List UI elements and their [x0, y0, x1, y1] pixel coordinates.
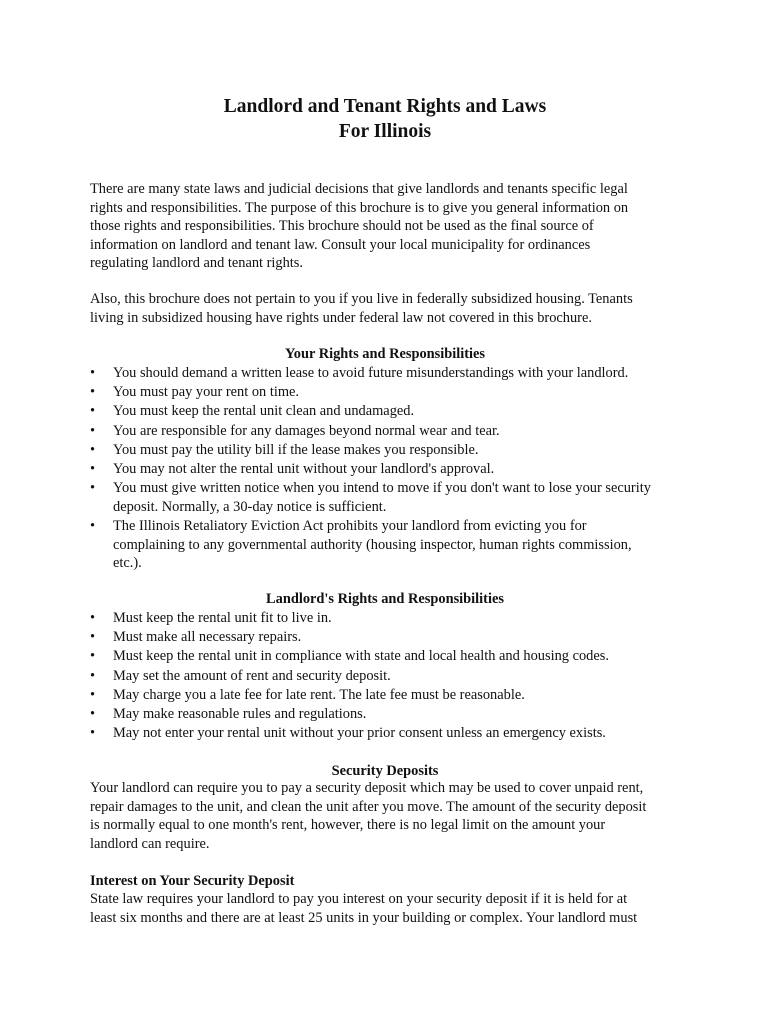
bullet-item [90, 441, 690, 460]
bullet-icon: • [90, 480, 96, 497]
intro-line: There are many state laws and judicial decisions that give landlords and tenants specific legal [90, 181, 628, 197]
bullet-text: etc.). [113, 555, 142, 572]
bullet-icon: • [90, 610, 96, 626]
bullet-text: May make reasonable rules and regulations. [113, 705, 367, 722]
bullet-icon: • [90, 725, 96, 742]
your-rights-heading: Your Rights and Responsibilities [284, 346, 486, 362]
also-line: Also, this brochure does not pertain to you if you live in federally subsidized housing. Tenants [90, 291, 633, 307]
bullet-text: You may not alter the rental unit without your landlord's approval. [113, 460, 495, 477]
bullet-icon: • [90, 629, 96, 646]
bullet-text: Must keep the rental unit in compliance with state and local health and housing codes. [113, 648, 609, 665]
bullet-icon: • [90, 441, 96, 458]
deposit-line: repair damages to the unit, and clean the unit after you move. The amount of the security deposit [90, 798, 647, 815]
intro-line: information on landlord and tenant law. Consult your local municipality for ordinances [90, 236, 591, 253]
bullet-text: May set the amount of rent and security deposit. [113, 667, 391, 684]
bullet-text: You must pay the utility bill if the lease makes you responsible. [113, 441, 479, 458]
title-line-1: Landlord and Tenant Rights and Laws [223, 96, 547, 117]
bullet-text: complaining to any governmental authority (housing inspector, human rights commission, [113, 536, 632, 553]
interest-line: State law requires your landlord to pay you interest on your security deposit if it is held for at [90, 891, 628, 907]
bullet-icon: • [90, 648, 96, 665]
bullet-text: The Illinois Retaliatory Eviction Act prohibits your landlord from evicting you for [113, 517, 587, 534]
intro-paragraph [90, 180, 690, 273]
bullet-text: You are responsible for any damages beyond normal wear and tear. [113, 422, 500, 439]
interest-line: least six months and there are at least 25 units in your building or complex. Your landlord must [90, 909, 638, 926]
intro-line: those rights and responsibilities. This brochure should not be used as the final source of [90, 218, 594, 235]
bullet-item [90, 705, 690, 724]
deposit-line: Your landlord can require you to pay a security deposit which may be used to cover unpaid rent, [90, 780, 644, 796]
bullet-item [90, 686, 690, 705]
bullet-icon: • [90, 705, 96, 722]
bullet-item [90, 628, 690, 647]
bullet-item [90, 422, 690, 441]
landlord-rights-list [90, 609, 690, 743]
bullet-icon: • [90, 517, 96, 534]
also-line: living in subsidized housing have rights under federal law not covered in this brochure. [90, 309, 592, 326]
bullet-item [90, 517, 690, 573]
bullet-text: Must make all necessary repairs. [113, 629, 302, 646]
bullet-item [90, 479, 690, 516]
bullet-icon: • [90, 422, 96, 439]
bullet-text: You must give written notice when you intend to move if you don't want to lose your security [113, 480, 651, 497]
bullet-text: deposit. Normally, a 30-day notice is sufficient. [113, 498, 387, 515]
bullet-text: May not enter your rental unit without your prior consent unless an emergency exists. [113, 725, 606, 742]
bullet-icon: • [90, 686, 96, 703]
bullet-text: May charge you a late fee for late rent. The late fee must be reasonable. [113, 686, 525, 703]
bullet-item [90, 667, 690, 686]
bullet-icon: • [90, 667, 96, 684]
bullet-text: Must keep the rental unit fit to live in. [113, 610, 332, 626]
bullet-item [90, 609, 690, 628]
bullet-item [90, 402, 690, 421]
bullet-item [90, 383, 690, 402]
bullet-text: You must keep the rental unit clean and undamaged. [113, 403, 415, 420]
bullet-icon: • [90, 460, 96, 477]
bullet-icon: • [90, 403, 96, 420]
interest-heading: Interest on Your Security Deposit [90, 873, 295, 889]
bullet-item [90, 460, 690, 479]
title-line-2: For Illinois [338, 121, 432, 142]
bullet-item [90, 364, 690, 383]
bullet-item [90, 724, 690, 743]
document-title [0, 94, 770, 144]
subsidized-housing-paragraph [90, 290, 690, 327]
your-rights-list [90, 364, 690, 573]
intro-line: rights and responsibilities. The purpose of this brochure is to give you general information on [90, 199, 629, 216]
landlord-rights-heading: Landlord's Rights and Responsibilities [266, 591, 504, 607]
bullet-icon: • [90, 384, 96, 401]
security-deposits-heading: Security Deposits [331, 763, 439, 779]
intro-line: regulating landlord and tenant rights. [90, 255, 304, 272]
bullet-text: You should demand a written lease to avoid future misunderstandings with your landlord. [113, 365, 629, 381]
security-deposits-paragraph [90, 779, 690, 853]
bullet-icon: • [90, 365, 96, 381]
interest-paragraph [90, 890, 690, 927]
bullet-text: You must pay your rent on time. [113, 384, 300, 401]
bullet-item [90, 647, 690, 666]
deposit-line: landlord can require. [90, 835, 210, 852]
deposit-line: is normally equal to one month's rent, however, there is no legal limit on the amount your [90, 817, 606, 834]
